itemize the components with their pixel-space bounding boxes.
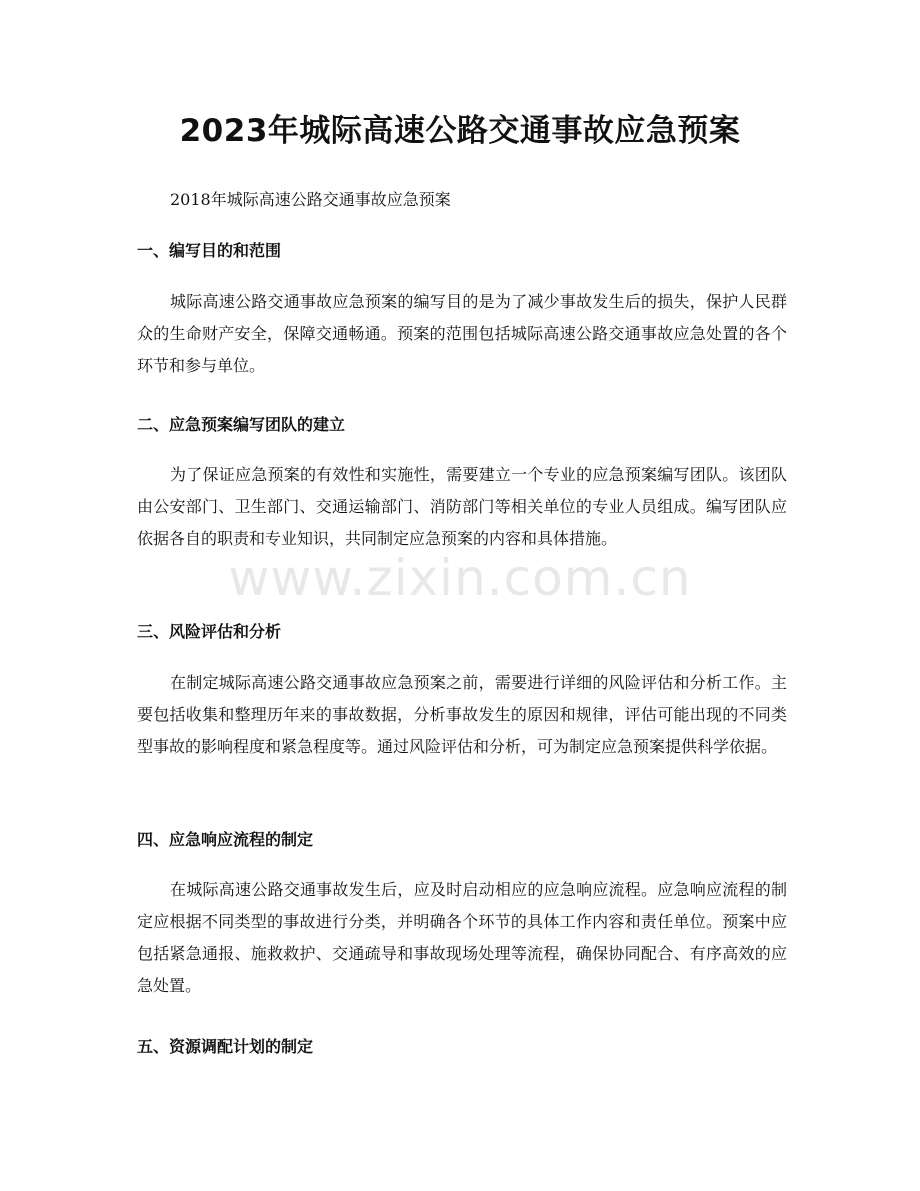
document-subtitle: 2018年城际高速公路交通事故应急预案 <box>170 190 451 209</box>
section-heading-3: 三、风险评估和分析 <box>137 622 282 641</box>
section-heading-2: 二、应急预案编写团队的建立 <box>137 415 346 434</box>
section-heading-1: 一、编写目的和范围 <box>137 241 282 260</box>
section-heading-4: 四、应急响应流程的制定 <box>137 830 314 849</box>
section-paragraph-2: 为了保证应急预案的有效性和实施性，需要建立一个专业的应急预案编写团队。该团队由公安部门、卫生部门、交通运输部门、消防部门等相关单位的专业人员组成。编写团队应依据各自的职责和专业知识，共同制定应急预案的内容和具体措施。 <box>137 465 787 548</box>
watermark: www.zixin.com.cn <box>228 549 692 607</box>
section-heading-5: 五、资源调配计划的制定 <box>137 1037 314 1056</box>
document-title: 2023年城际高速公路交通事故应急预案 <box>179 113 741 149</box>
section-paragraph-1: 城际高速公路交通事故应急预案的编写目的是为了减少事故发生后的损失，保护人民群众的生命财产安全，保障交通畅通。预案的范围包括城际高速公路交通事故应急处置的各个环节和参与单位。 <box>137 292 787 375</box>
section-paragraph-3: 在制定城际高速公路交通事故应急预案之前，需要进行详细的风险评估和分析工作。主要包括收集和整理历年来的事故数据，分析事故发生的原因和规律，评估可能出现的不同类型事故的影响程度和紧急程度等。通过风险评估和分析，可为制定应急预案提供科学依据。 <box>137 673 787 756</box>
section-paragraph-4: 在城际高速公路交通事故发生后，应及时启动相应的应急响应流程。应急响应流程的制定应根据不同类型的事故进行分类，并明确各个环节的具体工作内容和责任单位。预案中应包括紧急通报、施救救护、交通疏导和事故现场处理等流程，确保协同配合、有序高效的应急处置。 <box>137 880 787 995</box>
